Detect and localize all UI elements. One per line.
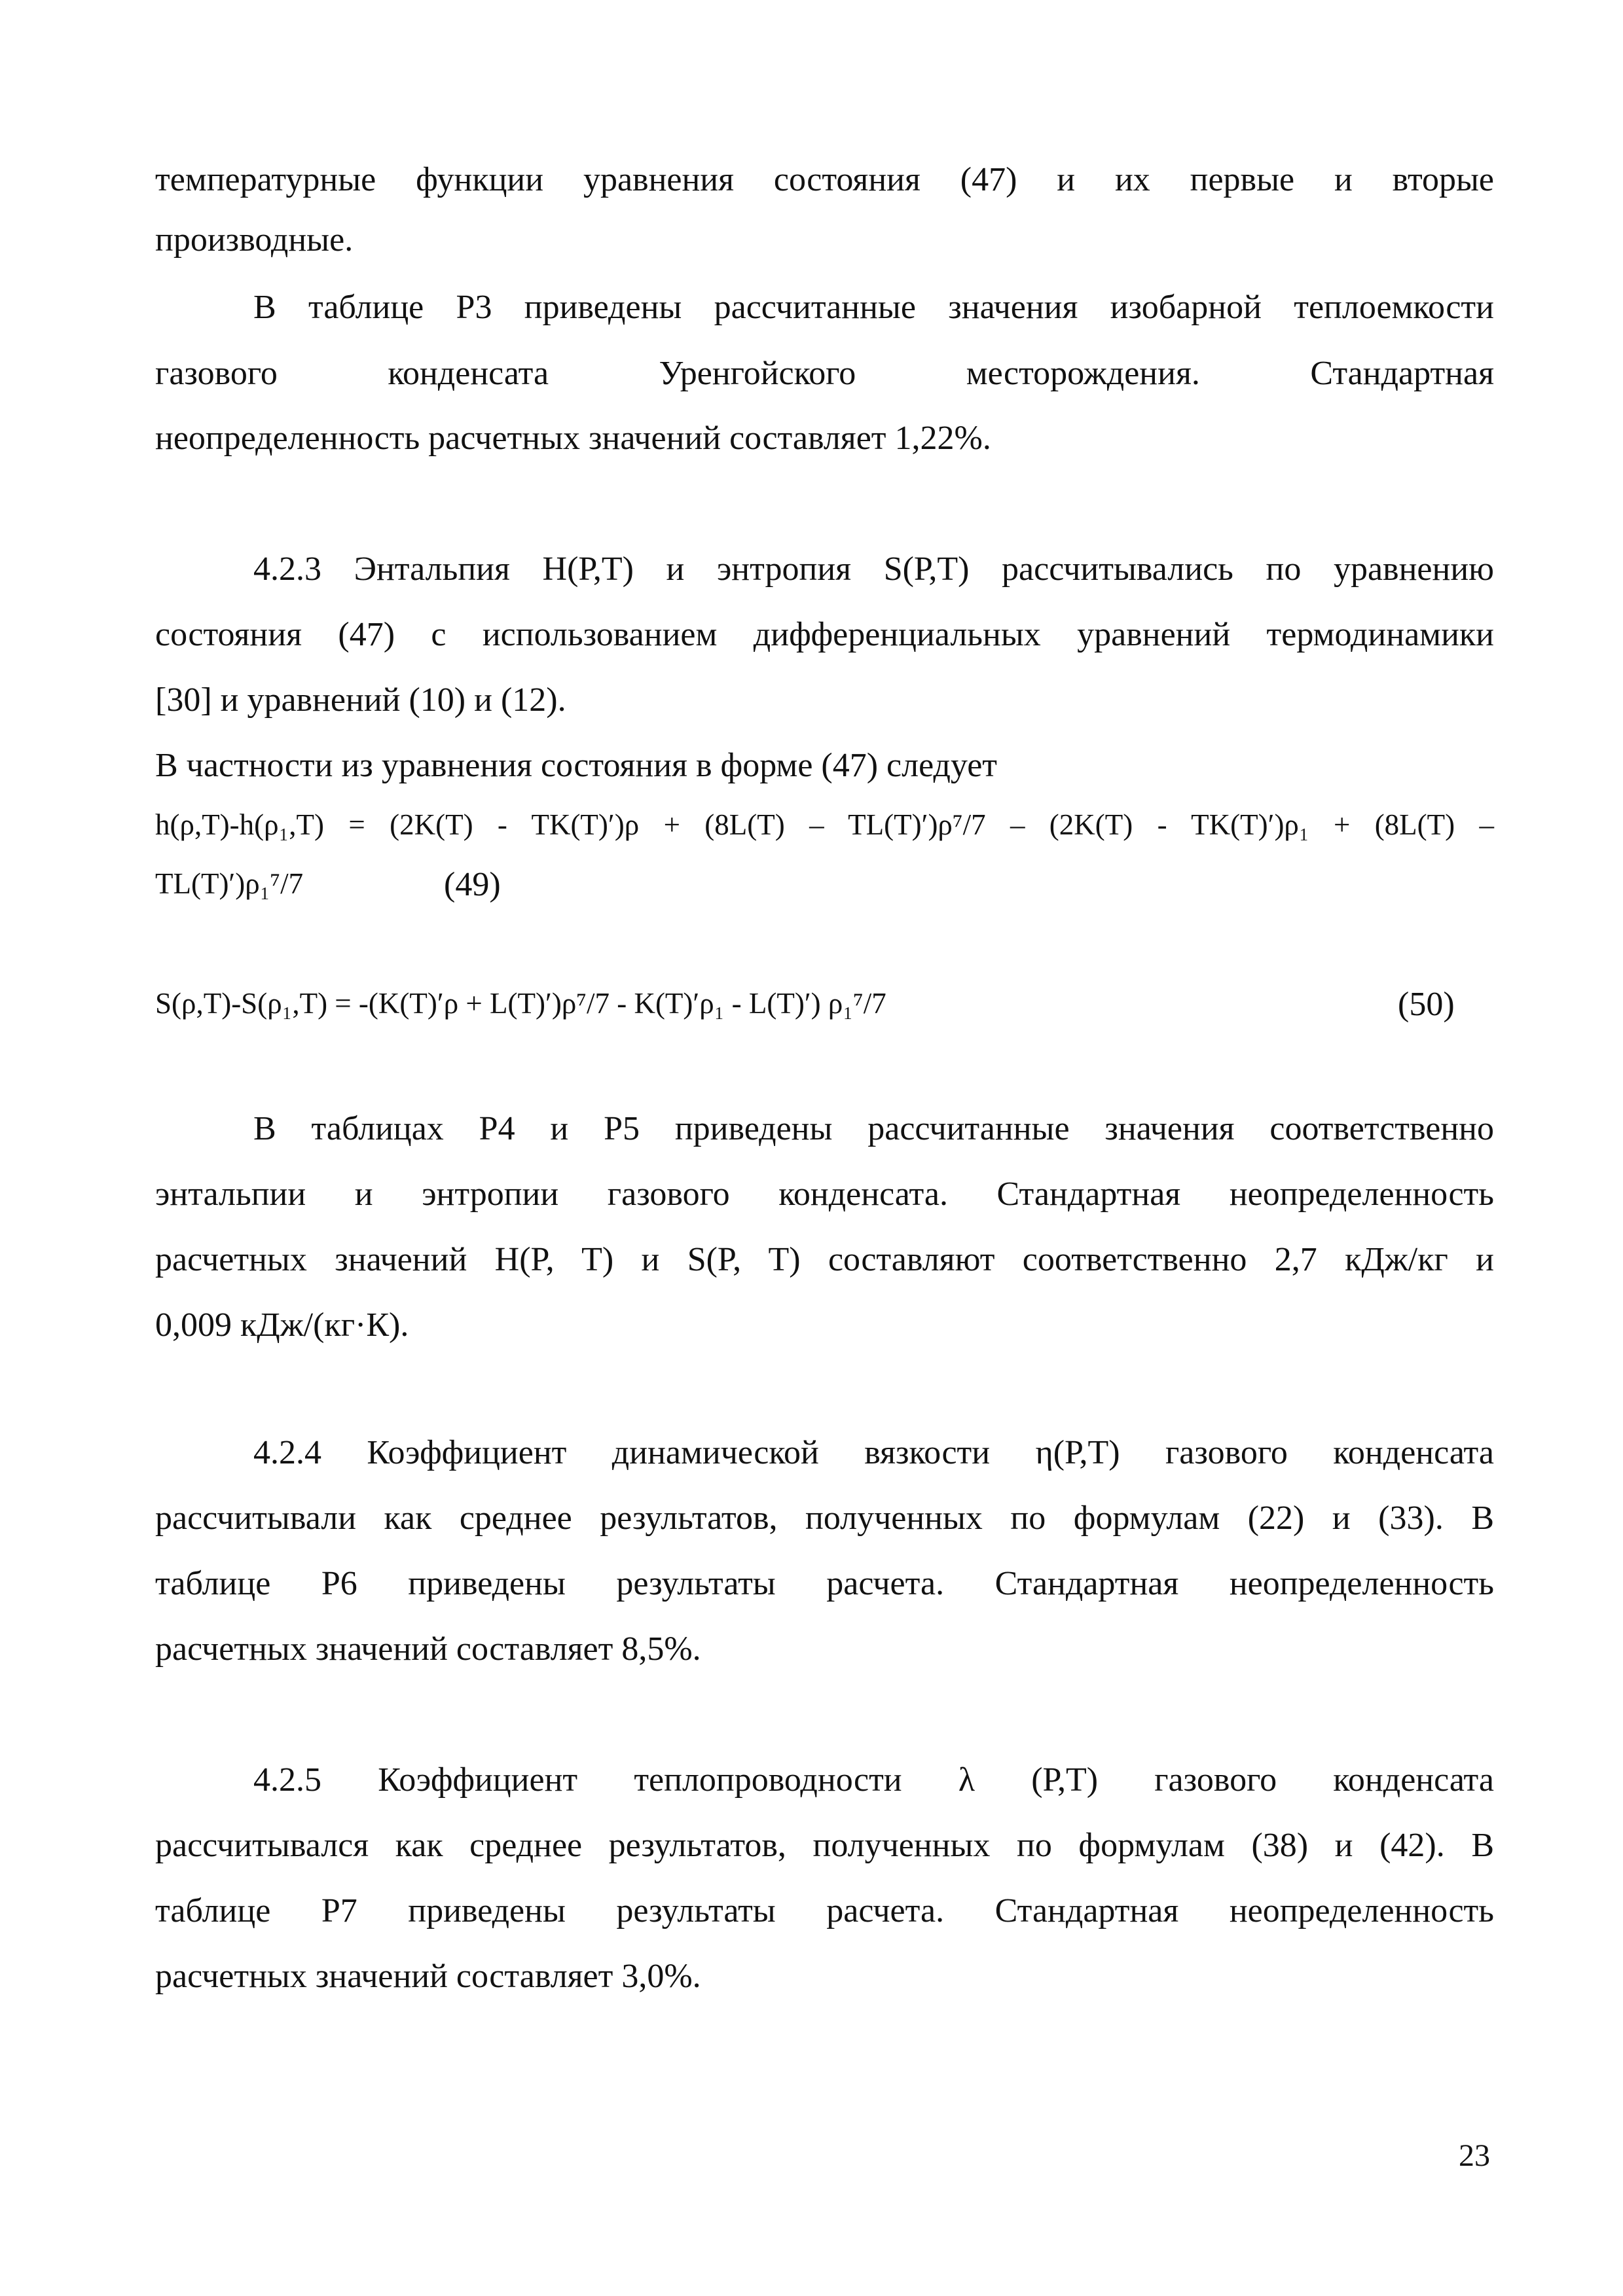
paragraph-line: состояния (47) с использованием дифференциальных уравнений термодинамики	[155, 616, 1494, 653]
equation-number-49: (49)	[444, 866, 501, 903]
paragraph-line: таблице Р7 приведены результаты расчета. Стандартная неопределенность	[155, 1892, 1494, 1929]
page-number: 23	[1459, 2138, 1490, 2173]
paragraph-line: расчетных значений составляет 8,5%.	[155, 1630, 701, 1668]
section-heading-line: 4.2.3 Энтальпия Н(Р,Т) и энтропия S(Р,Т) рассчитывались по уравнению	[253, 550, 1494, 588]
paragraph-line: неопределенность расчетных значений составляет 1,22%.	[155, 420, 991, 457]
equation-number-50: (50)	[1398, 986, 1455, 1023]
paragraph-line: газового конденсата Уренгойского месторождения. Стандартная	[155, 355, 1494, 392]
formula-50: S(ρ,T)-S(ρ₁,T) = -(K(T)′ρ + L(T)′)ρ⁷/7 - K(T)′ρ₁ - L(T)′) ρ₁⁷/7	[155, 987, 886, 1020]
section-heading-line: 4.2.4 Коэффициент динамической вязкости η(Р,Т) газового конденсата	[253, 1434, 1494, 1471]
formula-49-line-1: h(ρ,T)-h(ρ₁,T) = (2K(T) - TK(T)′)ρ + (8L(T) – TL(T)′)ρ⁷/7 – (2K(T) - TK(T)′)ρ₁ + (8L(T) –	[155, 808, 1494, 841]
paragraph-line: рассчитывался как среднее результатов, полученных по формулам (38) и (42). В	[155, 1827, 1494, 1864]
paragraph-line: В таблицах Р4 и Р5 приведены рассчитанные значения соответственно	[253, 1110, 1494, 1147]
section-heading-line: 4.2.5 Коэффициент теплопроводности λ (Р,Т) газового конденсата	[253, 1761, 1494, 1799]
formula-49-line-2: TL(T)′)ρ₁⁷/7	[155, 867, 304, 900]
paragraph-line: В частности из уравнения состояния в форме (47) следует	[155, 747, 998, 784]
paragraph-line: производные.	[155, 221, 354, 259]
paragraph-line: расчетных значений H(P, T) и S(P, T) составляют соответственно 2,7 кДж/кг и	[155, 1241, 1494, 1278]
paragraph-line: таблице Р6 приведены результаты расчета. Стандартная неопределенность	[155, 1565, 1494, 1602]
paragraph-line: энтальпии и энтропии газового конденсата. Стандартная неопределенность	[155, 1175, 1494, 1213]
paragraph-line: расчетных значений составляет 3,0%.	[155, 1958, 701, 1995]
paragraph-line: В таблице Р3 приведены рассчитанные значения изобарной теплоемкости	[253, 289, 1494, 326]
paragraph-line: 0,009 кДж/(кг·К).	[155, 1306, 409, 1344]
paragraph-line: [30] и уравнений (10) и (12).	[155, 681, 566, 719]
paragraph-line: рассчитывали как среднее результатов, полученных по формулам (22) и (33). В	[155, 1499, 1494, 1537]
paragraph-line: температурные функции уравнения состояния (47) и их первые и вторые	[155, 161, 1494, 198]
